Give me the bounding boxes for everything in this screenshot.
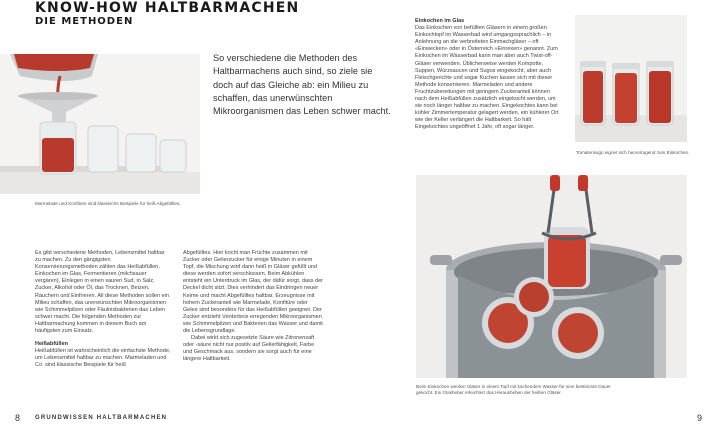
jam-photo bbox=[0, 54, 200, 194]
page-subtitle: DIE METHODEN bbox=[35, 16, 134, 27]
heissabfuellen-heading: Heißabfüllen bbox=[35, 341, 69, 348]
sidebar-heading: Einkochen im Glas bbox=[415, 18, 465, 24]
pot-photo-caption: Beim Einkochen werden Gläser in einem Topf mit kochendem Wasser für eine bestimmte Dauer gekocht. Ein Glasheber erleichtert das Herausheben der heißen Gläser. bbox=[416, 384, 611, 395]
body-col2-paragraph-1: Abgefülltes. Hier kocht man Früchte zusammen mit Zucker oder Gelierzucker für einige Minuten in einem Topf, die Mischung wird dann heiß in Gläser gefüllt und diese werden sofort verschlossen. Beim Abkühlen entsteht ein Unterdruck im Glas, der dafür sorgt, dass der Deckel dicht sitzt. Dies verhindert das Eindringen neuer Keime und macht Abgefülltes haltbar. Erzeugnisse mit hohem Zuckeranteil wie Marmelade, Konfitüre oder Gelee sind besonders für das Heißabfüllen geeignet. Der Zucker entzieht Verderbnis erregenden Mikroorganismen wie Schimmelpilzen und Bakterien das Wasser und damit die Lebensgrundlage. bbox=[183, 250, 324, 335]
body-col1-paragraph-2: Heißabfüllen ist wahrscheinlich die einfachste Methode, um Lebensmittel haltbar zu machen. Marmeladen und Co. sind klassische Beispiele für heiß bbox=[35, 348, 171, 369]
jars-photo-caption: Tomatensugo eignet sich hervorragend zum Einkochen. bbox=[576, 150, 690, 155]
pot-illustration bbox=[416, 175, 687, 378]
left-page-number: 8 bbox=[15, 413, 21, 423]
sidebar-text: Das Einkochen von befüllten Gläsern in einem großen Einkochtopf im Wasserbad wird umgangssprachlich – in Anlehnung an die verbreiteten Einmachgläser – oft «Einwecken» oder in Österreich «Einrexen» genannt. Zum Einkochen im Wasserbad kann man aber auch Twist-off-Gläser verwenden. Üblicherweise werden Kompotte, Suppen, Würzsaucen und Sugos eingekocht, aber auch Fleischgerichte und sogar Kuchen lassen sich mit dieser Methode konservieren. Marmeladen und andere Fruchtzubereitungen mit geringem Zuckeranteil können nach dem Heißabfüllen zusätzlich eingekocht werden, um sie noch länger haltbar zu machen. Eingekochtes kann bei kühler Zimmertemperatur gelagert werden, ein kühlerer Ort wie der Keller verlängert die Haltbarkeit. So hält Eingekochtes ungeöffnet 1 Jahr, oft sogar länger. bbox=[415, 25, 559, 131]
jam-illustration bbox=[0, 54, 200, 194]
right-page-number: 9 bbox=[697, 413, 703, 423]
jam-photo-caption: Marmelade und Konfitüre sind klassische Beispiele für heiß Abgefülltes. bbox=[35, 201, 181, 206]
intro-text: So verschiedene die Methoden des Haltbarmachens auch sind, so ziele sie doch auf das Gleiche ab: ein Milieu zu schaffen, das unerwünschten Mikroorganismen das Leben schwer macht. bbox=[213, 53, 391, 117]
jars-illustration bbox=[575, 15, 687, 142]
jars-photo bbox=[575, 15, 687, 142]
sidebar-box bbox=[415, 18, 563, 132]
body-column-1 bbox=[35, 250, 171, 370]
body-column-2 bbox=[183, 250, 323, 364]
page-title: KNOW-HOW HALTBARMACHEN bbox=[35, 0, 300, 16]
body-col2-paragraph-2: Dabei wirkt sich zugesetzte Säure wie Zitronensaft oder -säure nicht nur positiv auf Gelierfähigkeit, Farbe und Geschmack aus, sondern sie sorgt auch für eine längere Haltbarkeit. bbox=[183, 335, 315, 363]
left-running-footer: GRUNDWISSEN HALTBARMACHEN bbox=[35, 415, 168, 421]
body-col1-paragraph-1: Es gibt verschiedene Methoden, Lebensmittel haltbar zu machen. Zu den gängigsten Konservierungsmethoden zählen das Heißabfüllen, Einkochen im Glas, Fermentieren (milchsauer vergären), Einlegen in einen sauren Sud, in Salz, Zucker, Alkohol oder Öl, das Trocknen, Beizen, Räuchern und Einfrieren. All diese Methoden sollen ein Milieu schaffen, das unerwünschten Mikroorganismen wie Schimmelpilzen oder Fäulnisbakterien das Leben schwer macht. Die folgenden Methoden zur Haltbarmachung kommen in diesem Buch am häufigsten zum Einsatz. bbox=[35, 250, 169, 335]
pot-photo bbox=[416, 175, 687, 378]
